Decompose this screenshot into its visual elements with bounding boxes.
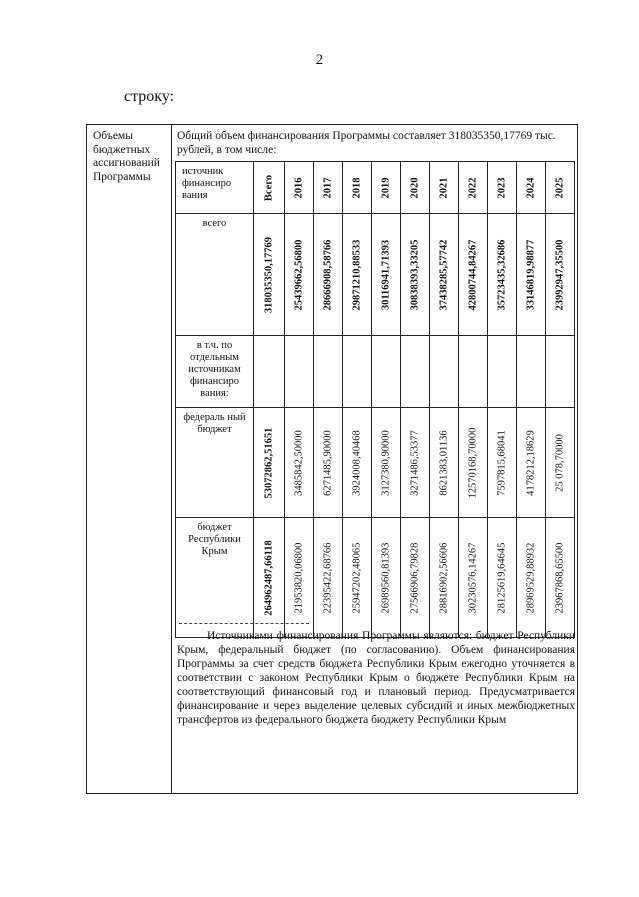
year-header: 2016 (285, 162, 314, 214)
value-cell: 35723435,32686 (488, 214, 517, 336)
value-cell: 8621383,01136 (430, 408, 459, 518)
funding-sources-text: Источниками финансирования Программы являются: бюджет Республики Крым, федеральный бюджет (по согласованию). Объем финансирования Программы за счет средств бюджета Республики Крым ежегодно уточняется в соответствии с законом Республики Крым о бюджете Республики Крым на соответствующий финансовый год и плановый период. Предусматривается финансирование и через выделение целевых субсидий и иных межбюджетных трансфертов из федерального бюджета бюджету Республики Крым (177, 630, 575, 727)
source-header: источник финансиро вания (176, 162, 254, 214)
value-cell: 27566906,79828 (401, 518, 430, 638)
value-cell: 29871210,88533 (343, 214, 372, 336)
year-header: 2022 (459, 162, 488, 214)
empty-cell (459, 336, 488, 408)
empty-cell (254, 336, 285, 408)
year-header: 2025 (546, 162, 575, 214)
footnote-separator (179, 623, 309, 624)
intro-word: строку: (124, 88, 175, 105)
value-cell: 28969529,88932 (517, 518, 546, 638)
empty-cell (314, 336, 343, 408)
value-cell: 6271485,90000 (314, 408, 343, 518)
page-number: 2 (315, 52, 324, 68)
value-cell: 3485842,50000 (285, 408, 314, 518)
value-cell: 3271486,53377 (401, 408, 430, 518)
value-cell: 26989560,81393 (372, 518, 401, 638)
row-label: федераль ный бюджет (176, 408, 254, 518)
total-cell: 264962487,66118 (254, 518, 285, 638)
year-header: 2023 (488, 162, 517, 214)
empty-cell (401, 336, 430, 408)
table-row (176, 518, 575, 638)
value-cell: 37438285,57742 (430, 214, 459, 336)
empty-cell (546, 336, 575, 408)
value-cell: 22395422,68766 (314, 518, 343, 638)
table-row (176, 214, 575, 336)
year-header: 2020 (401, 162, 430, 214)
empty-cell (517, 336, 546, 408)
value-cell: 33146819,98877 (517, 214, 546, 336)
value-cell: 12570168,70000 (459, 408, 488, 518)
value-cell: 42800744,84267 (459, 214, 488, 336)
column-divider (171, 125, 172, 793)
empty-cell (372, 336, 401, 408)
value-cell: 28816902,56606 (430, 518, 459, 638)
value-cell: 23967868,65500 (546, 518, 575, 638)
program-table (86, 124, 578, 794)
total-cell: 318035350,17769 (254, 214, 285, 336)
empty-cell (488, 336, 517, 408)
value-cell: 23992947,35500 (546, 214, 575, 336)
total-header-cell (254, 162, 285, 214)
value-cell: 7597815,68041 (488, 408, 517, 518)
value-cell: 25439662,56800 (285, 214, 314, 336)
value-cell: 21953820,06800 (285, 518, 314, 638)
value-cell: 30230576,14267 (459, 518, 488, 638)
row-label: в т.ч. по отдельным источникам финансиро вания: (176, 336, 254, 408)
value-cell: 28125619,64645 (488, 518, 517, 638)
value-cell: 25947202,48065 (343, 518, 372, 638)
value-cell: 28666908,58766 (314, 214, 343, 336)
total-header: Всего (263, 174, 275, 201)
year-header: 2021 (430, 162, 459, 214)
value-cell: 30116941,71393 (372, 214, 401, 336)
empty-cell (285, 336, 314, 408)
year-header: 2024 (517, 162, 546, 214)
year-header: 2017 (314, 162, 343, 214)
empty-cell (343, 336, 372, 408)
empty-cell (430, 336, 459, 408)
year-header: 2019 (372, 162, 401, 214)
left-label: Объемы бюджетных ассигнований Программы (93, 130, 160, 183)
financing-table (175, 161, 575, 638)
value-cell: 4178212,18629 (517, 408, 546, 518)
value-cell: 30838393,33205 (401, 214, 430, 336)
table-row (176, 408, 575, 518)
value-cell: 3127380,90000 (372, 408, 401, 518)
row-label: всего (176, 214, 254, 336)
table-row (176, 336, 575, 408)
year-header: 2018 (343, 162, 372, 214)
header-row (176, 162, 575, 214)
value-cell: 25 078,70000 (546, 408, 575, 518)
value-cell: 3924008,40468 (343, 408, 372, 518)
row-label: бюджет Республики Крым (176, 518, 254, 638)
funding-intro: Общий объем финансирования Программы составляет 318035350,17769 тыс. рублей, в том числе: (177, 130, 556, 156)
total-cell: 53072862,51651 (254, 408, 285, 518)
